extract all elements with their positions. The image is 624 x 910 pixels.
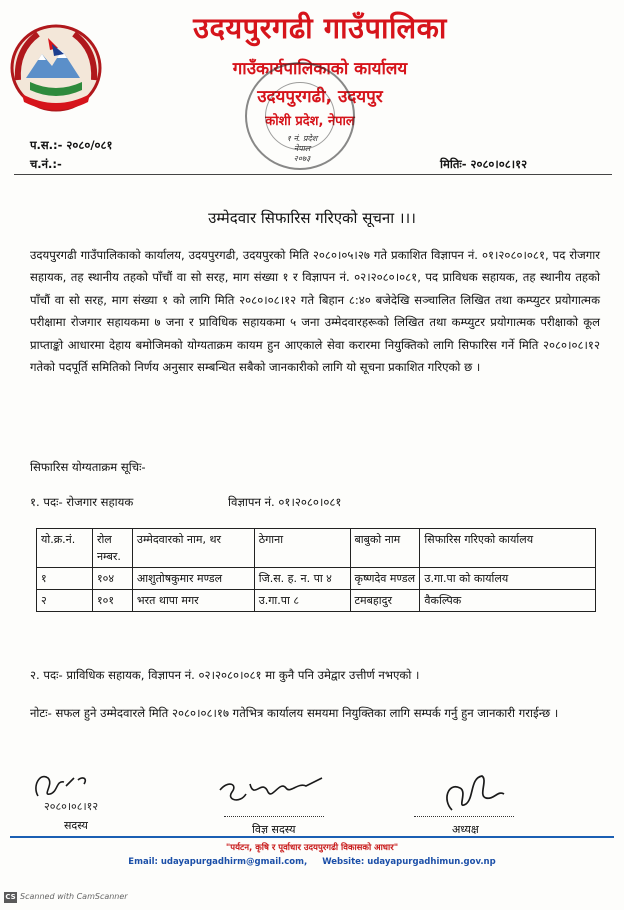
table-cell: उ.गा.पा ८ [254, 590, 350, 612]
camscanner-logo-icon: CS [5, 893, 16, 901]
province-country: कोशी प्रदेश, नेपाल [265, 114, 355, 129]
stamp-text: १ नं. प्रदेश नेपाल २०७३ [286, 134, 318, 163]
table-row [37, 590, 596, 612]
table-cell: आशुतोषकुमार मण्डल [132, 568, 254, 590]
notice-body: उदयपुरगढी गाउँपालिकाको कार्यालय, उदयपुरगढी, उदयपुरको मिति २०८०।०५।२७ गते प्रकाशित विज्ञापन नं. ०१।२०८०।०८१, पद रोजगार सहायक, तह स्थानीय तहको पाँचौं वा सो सरह, माग संख्या १ र विज्ञापन नं. ०२।२०८०।०८१, पद प्राविधक सहायक, तह स्थानीय तहको पाँचौं वा सो सरह, माग संख्या १ को लागि मिति २०८०।०८।१२ गते बिहान ८:४० बजेदेखि सञ्चालित लिखित तथा कम्प्युटर प्रयोगात्मक परीक्षामा रोजगार सहायकमा ७ जना र प्राविधिक सहायकमा ५ जना उम्मेदवारहरूको लिखित तथा कम्प्युटर प्रयोगात्मक परीक्षाको कूल प्राप्ताङ्को आधारमा देहाय बमोजिमको योग्यताक्रम कायम हुन आएकाले सेवा करारमा नियुक्तिको लागि सिफारिस गर्ने मिति २०८०।०८।१२ गतेको पदपूर्ति समितिको निर्णय अनुसार सम्बन्धित सबैको जानकारीको लागि यो सूचना प्रकाशित गरिएको छ । [30, 248, 600, 375]
table-cell: २ [37, 590, 93, 612]
recommendation-table [36, 528, 596, 612]
post1-title: १. पदः- रोजगार सहायक [30, 495, 134, 509]
table-cell: १०४ [92, 568, 132, 590]
table-cell: भरत थापा मगर [132, 590, 254, 612]
member-signature-icon [30, 766, 130, 816]
table-row [37, 568, 596, 590]
table-header-row [37, 529, 596, 568]
footer-website: Website: udayapurgadhimun.gov.np [322, 857, 496, 867]
footer-contact [0, 857, 624, 867]
chair-label: अध्यक्ष [452, 823, 479, 836]
footer-email: Email: udayapurgadhirm@gmail.com, [128, 857, 308, 867]
table-cell: वैकल्पिक [420, 590, 596, 612]
footer-slogan: "पर्यटन, कृषि र पूर्वाधार उदयपुरगढी विकासको आधार" [225, 843, 399, 853]
office-name: गाउँकार्यपालिकाको कार्यालय [232, 59, 408, 79]
footer-divider [10, 836, 614, 838]
table-header-cell: यो.क्र.नं. [37, 529, 93, 568]
table-cell: जि.स. ह. न. पा ४ [254, 568, 350, 590]
notice-title: उम्मेदवार सिफारिस गरिएको सूचना ।।। [208, 209, 416, 227]
table-header-cell: ठेगाना [254, 529, 350, 568]
table-cell: टमबहादुर [350, 590, 420, 612]
chair-signature-line [414, 816, 514, 817]
office-address: उदयपुरगढी, उदयपुर [257, 87, 383, 107]
chair-signature-icon [412, 770, 522, 820]
table-header-cell: बाबुको नाम [350, 529, 420, 568]
expert-signature-icon [210, 770, 330, 818]
member-label: सदस्य [64, 819, 88, 832]
expert-signature-line [224, 816, 324, 817]
expert-label: विज्ञ सदस्य [252, 823, 296, 836]
notice-note: नोटः- सफल हुने उम्मेदवारले मिति २०८०।०८।१७ गतेभित्र कार्यालय समयमा नियुक्तिका लागि सम्पर्क गर्नु हुन जानकारी गराईन्छ । [30, 706, 559, 720]
scanner-watermark [4, 892, 128, 903]
table-cell: १०१ [92, 590, 132, 612]
letter-number: प.स.:- २०८०/०८१ [30, 138, 113, 152]
letter-date: मितिः- २०८०।०८।१२ [440, 157, 528, 171]
dispatch-number: च.नं.:- [30, 157, 62, 171]
nepal-emblem-icon [8, 20, 104, 114]
table-header-cell: सिफारिस गरिएको कार्यालय [420, 529, 596, 568]
header-divider [14, 174, 612, 175]
table-cell: उ.गा.पा को कार्यालय [420, 568, 596, 590]
post1-advertisement: विज्ञापन नं. ०१।२०८०।०८१ [228, 495, 342, 509]
member-signature-date: २०८०।०८।१२ [44, 800, 99, 813]
list-heading: सिफारिस योग्यताक्रम सूचिः- [30, 460, 146, 474]
table-header-cell: रोल नम्बर. [92, 529, 132, 568]
municipality-title: उदयपुरगढी गाउँपालिका [193, 11, 447, 45]
table-cell: १ [37, 568, 93, 590]
table-cell: कृष्णदेव मण्डल [350, 568, 420, 590]
table-header-cell: उम्मेदवारको नाम, थर [132, 529, 254, 568]
post2-statement: २. पदः- प्राविधिक सहायक, विज्ञापन नं. ०२।२०८०।०८१ मा कुनै पनि उमेद्वार उत्तीर्ण नभएको । [30, 668, 420, 682]
scanner-watermark-text: Scanned with CamScanner [20, 892, 128, 901]
